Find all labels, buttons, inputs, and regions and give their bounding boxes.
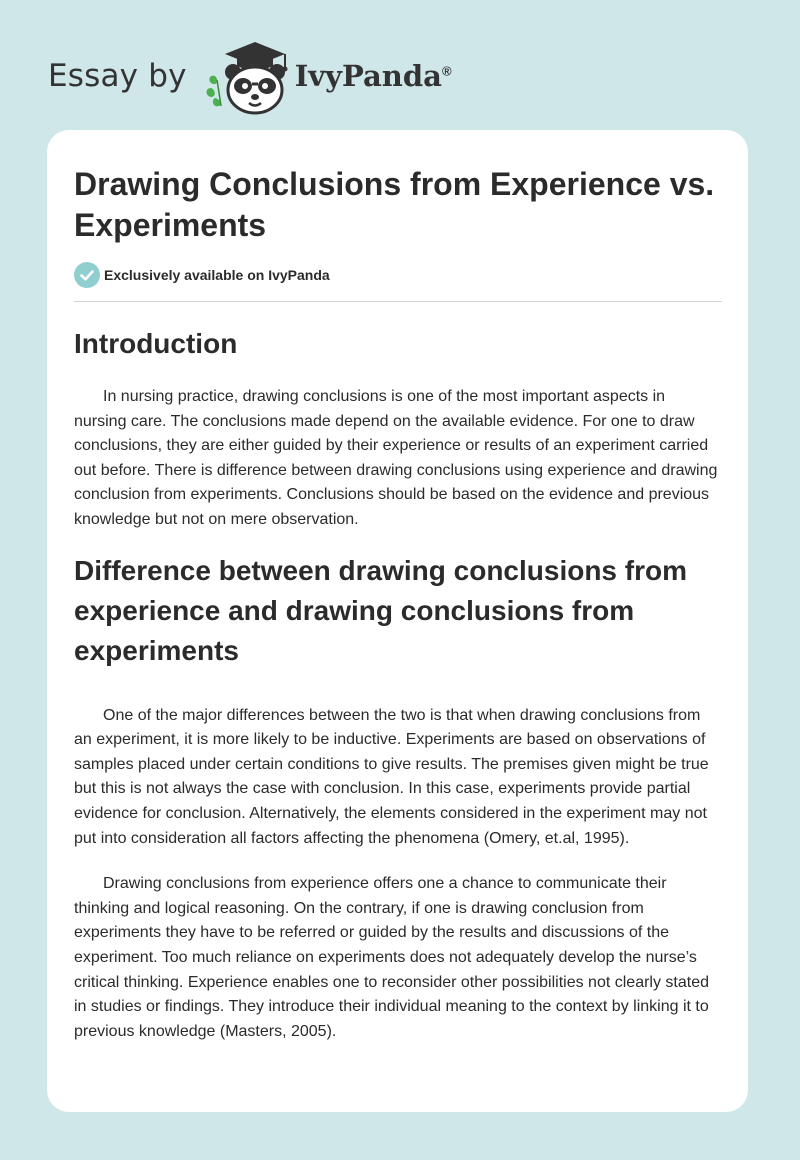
title-divider bbox=[74, 301, 722, 302]
paragraph: Drawing conclusions from experience offers one a chance to communicate their thinking and logical reasoning. On the contrary, if one is drawing conclusion from experiments they have to be referred or guided by the results and discussions of the experiment. Too much reliance on experiments does not adequately develop the nurse’s critical thinking. Experience enables one to reconsider other possibilities not clearly stated in studies or findings. They introduce their individual meaning to the context by linking it to previous knowledge (Masters, 2005). bbox=[74, 875, 710, 1040]
paragraph: One of the major differences between the two is that when drawing conclusions from an experiment, it is more likely to be inductive. Experiments are based on observations of samples placed under certain conditions to give results. The premises given might be true but this is not always the case with conclusion. In this case, experiments provide partial evidence for conclusion. Alternatively, the elements considered in the experiment may not put into consideration all factors affecting the phenomena (Omery, et.al, 1995). bbox=[74, 706, 709, 847]
check-circle-icon bbox=[74, 262, 100, 288]
essay-card bbox=[47, 130, 748, 1112]
ivypanda-logo-icon[interactable] bbox=[201, 36, 293, 116]
exclusive-badge bbox=[74, 262, 721, 288]
site-header bbox=[48, 36, 452, 116]
section-introduction bbox=[74, 324, 721, 533]
registered-mark: ® bbox=[441, 63, 452, 79]
essay-title: Drawing Conclusions from Experience vs. Experiments bbox=[74, 166, 715, 243]
section-heading: Introduction bbox=[74, 328, 238, 359]
section-heading: Difference between drawing conclusions from experience and drawing conclusions from experiments bbox=[74, 554, 688, 666]
brand-name[interactable]: IvyPanda® bbox=[294, 59, 452, 93]
paragraph: In nursing practice, drawing conclusions is one of the most important aspects in nursing care. The conclusions made depend on the available evidence. For one to draw conclusions, they are either guided by their experience or results of an experiment carried out before. There is difference between drawing conclusions using experience and drawing conclusion from experiments. Conclusions should be based on the evidence and previous knowledge but not on mere observation. bbox=[74, 388, 718, 528]
essay-by-label: Essay by bbox=[48, 58, 187, 94]
exclusive-badge-label: Exclusively available on IvyPanda bbox=[104, 267, 330, 283]
section-difference bbox=[74, 551, 721, 1045]
